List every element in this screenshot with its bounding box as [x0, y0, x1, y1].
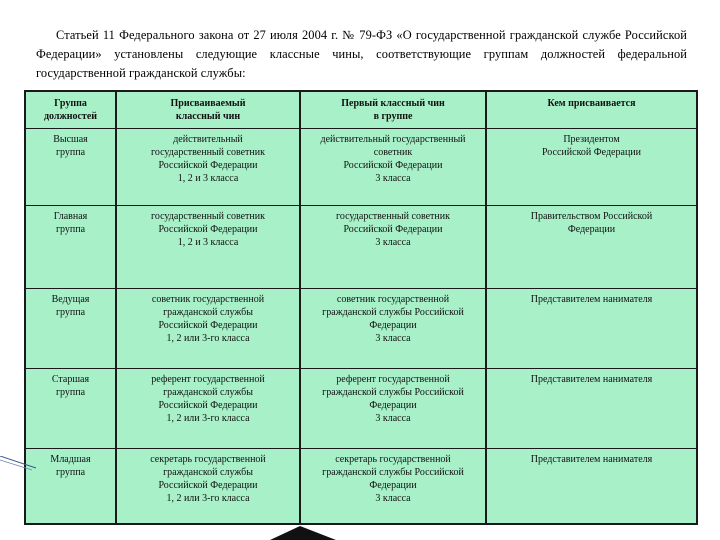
cell-assigned-by: [486, 206, 697, 289]
cell-line: советник государственной: [151, 294, 265, 305]
cell-assigned-rank: [116, 206, 300, 289]
cell-line: Российской Федерации: [158, 224, 258, 235]
header-assigned-by: [486, 91, 697, 129]
cell-line: 1, 2 и 3 класса: [177, 237, 239, 248]
cell-line: гражданской службы Российской: [322, 307, 464, 318]
cell-first-rank: [300, 129, 486, 206]
cell-first-rank: [300, 206, 486, 289]
cell-line: группа: [55, 147, 86, 158]
cell-line: Ведущая: [51, 294, 90, 305]
cell-line: гражданской службы: [163, 467, 253, 478]
cell-line: гражданской службы Российской: [322, 467, 464, 478]
cell-line: 3 класса: [375, 413, 411, 424]
cell-line: секретарь государственной: [150, 454, 266, 465]
cell-line: действительный: [173, 134, 243, 145]
cell-assigned-by: [486, 449, 697, 525]
cell-line: группа: [55, 387, 86, 398]
cell-group: [25, 129, 116, 206]
cell-line: советник государственной: [336, 294, 450, 305]
cell-line: Российской Федерации: [158, 320, 258, 331]
cell-line: Представителем нанимателя: [530, 374, 653, 385]
cell-line: 1, 2 и 3 класса: [177, 173, 239, 184]
header-line: Первый классный чин: [341, 98, 445, 109]
cell-line: действительный государственный: [320, 134, 466, 145]
cell-line: гражданской службы: [163, 307, 253, 318]
header-line: Группа: [54, 98, 87, 109]
cell-assigned-rank: [116, 369, 300, 449]
header-line: Присваиваемый: [170, 98, 246, 109]
header-line: классный чин: [175, 111, 241, 122]
table-row: [25, 129, 697, 206]
cell-line: группа: [55, 224, 86, 235]
table-row: [25, 206, 697, 289]
header-line: Кем присваивается: [547, 98, 636, 109]
cell-line: 3 класса: [375, 237, 411, 248]
intro-paragraph: Статьей 11 Федерального закона от 27 июля 2004 г. № 79-ФЗ «О государственной гражданской службе Российской Федерации» установлены следующие классные чины, соответствующие группам должностей федеральной государственной гражданской службы:: [36, 28, 687, 80]
cell-line: Российской Федерации: [158, 480, 258, 491]
cell-group: [25, 369, 116, 449]
cell-group: [25, 206, 116, 289]
cell-line: Высшая: [53, 134, 88, 145]
cell-line: гражданской службы Российской: [322, 387, 464, 398]
cell-line: советник: [373, 147, 413, 158]
cell-line: Российской Федерации: [158, 160, 258, 171]
cell-line: Правительством Российской: [530, 211, 653, 222]
header-assigned-rank: [116, 91, 300, 129]
cell-assigned-rank: [116, 289, 300, 369]
cell-assigned-by: [486, 369, 697, 449]
cell-line: группа: [55, 467, 86, 478]
header-position-group: [25, 91, 116, 129]
cell-line: государственный советник: [151, 211, 265, 222]
table-row: [25, 369, 697, 449]
cell-line: государственный советник: [336, 211, 450, 222]
cell-assigned-by: [486, 289, 697, 369]
cell-line: 3 класса: [375, 333, 411, 344]
cell-group: [25, 289, 116, 369]
cell-line: Российской Федерации: [343, 224, 443, 235]
cell-line: Федерации: [369, 400, 417, 411]
cell-line: гражданской службы: [163, 387, 253, 398]
cell-line: Российской Федерации: [343, 160, 443, 171]
cell-line: Федерации: [567, 224, 616, 235]
cell-line: Президентом: [563, 134, 620, 145]
cell-line: Представителем нанимателя: [530, 294, 653, 305]
cell-line: Российской Федерации: [541, 147, 641, 158]
header-line: в группе: [373, 111, 413, 122]
decorative-swoosh: [0, 456, 340, 540]
cell-line: референт государственной: [151, 374, 265, 385]
cell-line: Российской Федерации: [158, 400, 258, 411]
cell-line: 1, 2 или 3-го класса: [166, 413, 250, 424]
cell-line: Старшая: [51, 374, 90, 385]
cell-line: Федерации: [369, 320, 417, 331]
cell-line: государственный советник: [151, 147, 265, 158]
cell-line: группа: [55, 307, 86, 318]
cell-first-rank: [300, 369, 486, 449]
cell-line: Федерации: [369, 480, 417, 491]
cell-line: 1, 2 или 3-го класса: [166, 333, 250, 344]
cell-line: референт государственной: [336, 374, 450, 385]
decorative-swoosh-shape: [270, 526, 336, 540]
cell-line: секретарь государственной: [335, 454, 451, 465]
cell-line: Главная: [53, 211, 88, 222]
cell-assigned-rank: [116, 129, 300, 206]
cell-first-rank: [300, 289, 486, 369]
header-line: должностей: [43, 111, 98, 122]
cell-line: Младшая: [50, 454, 91, 465]
cell-line: 3 класса: [375, 173, 411, 184]
table-header-row: [25, 91, 697, 129]
table-row: [25, 289, 697, 369]
cell-line: 3 класса: [375, 493, 411, 504]
cell-line: Представителем нанимателя: [530, 454, 653, 465]
cell-line: 1, 2 или 3-го класса: [166, 493, 250, 504]
cell-assigned-by: [486, 129, 697, 206]
header-first-rank: [300, 91, 486, 129]
